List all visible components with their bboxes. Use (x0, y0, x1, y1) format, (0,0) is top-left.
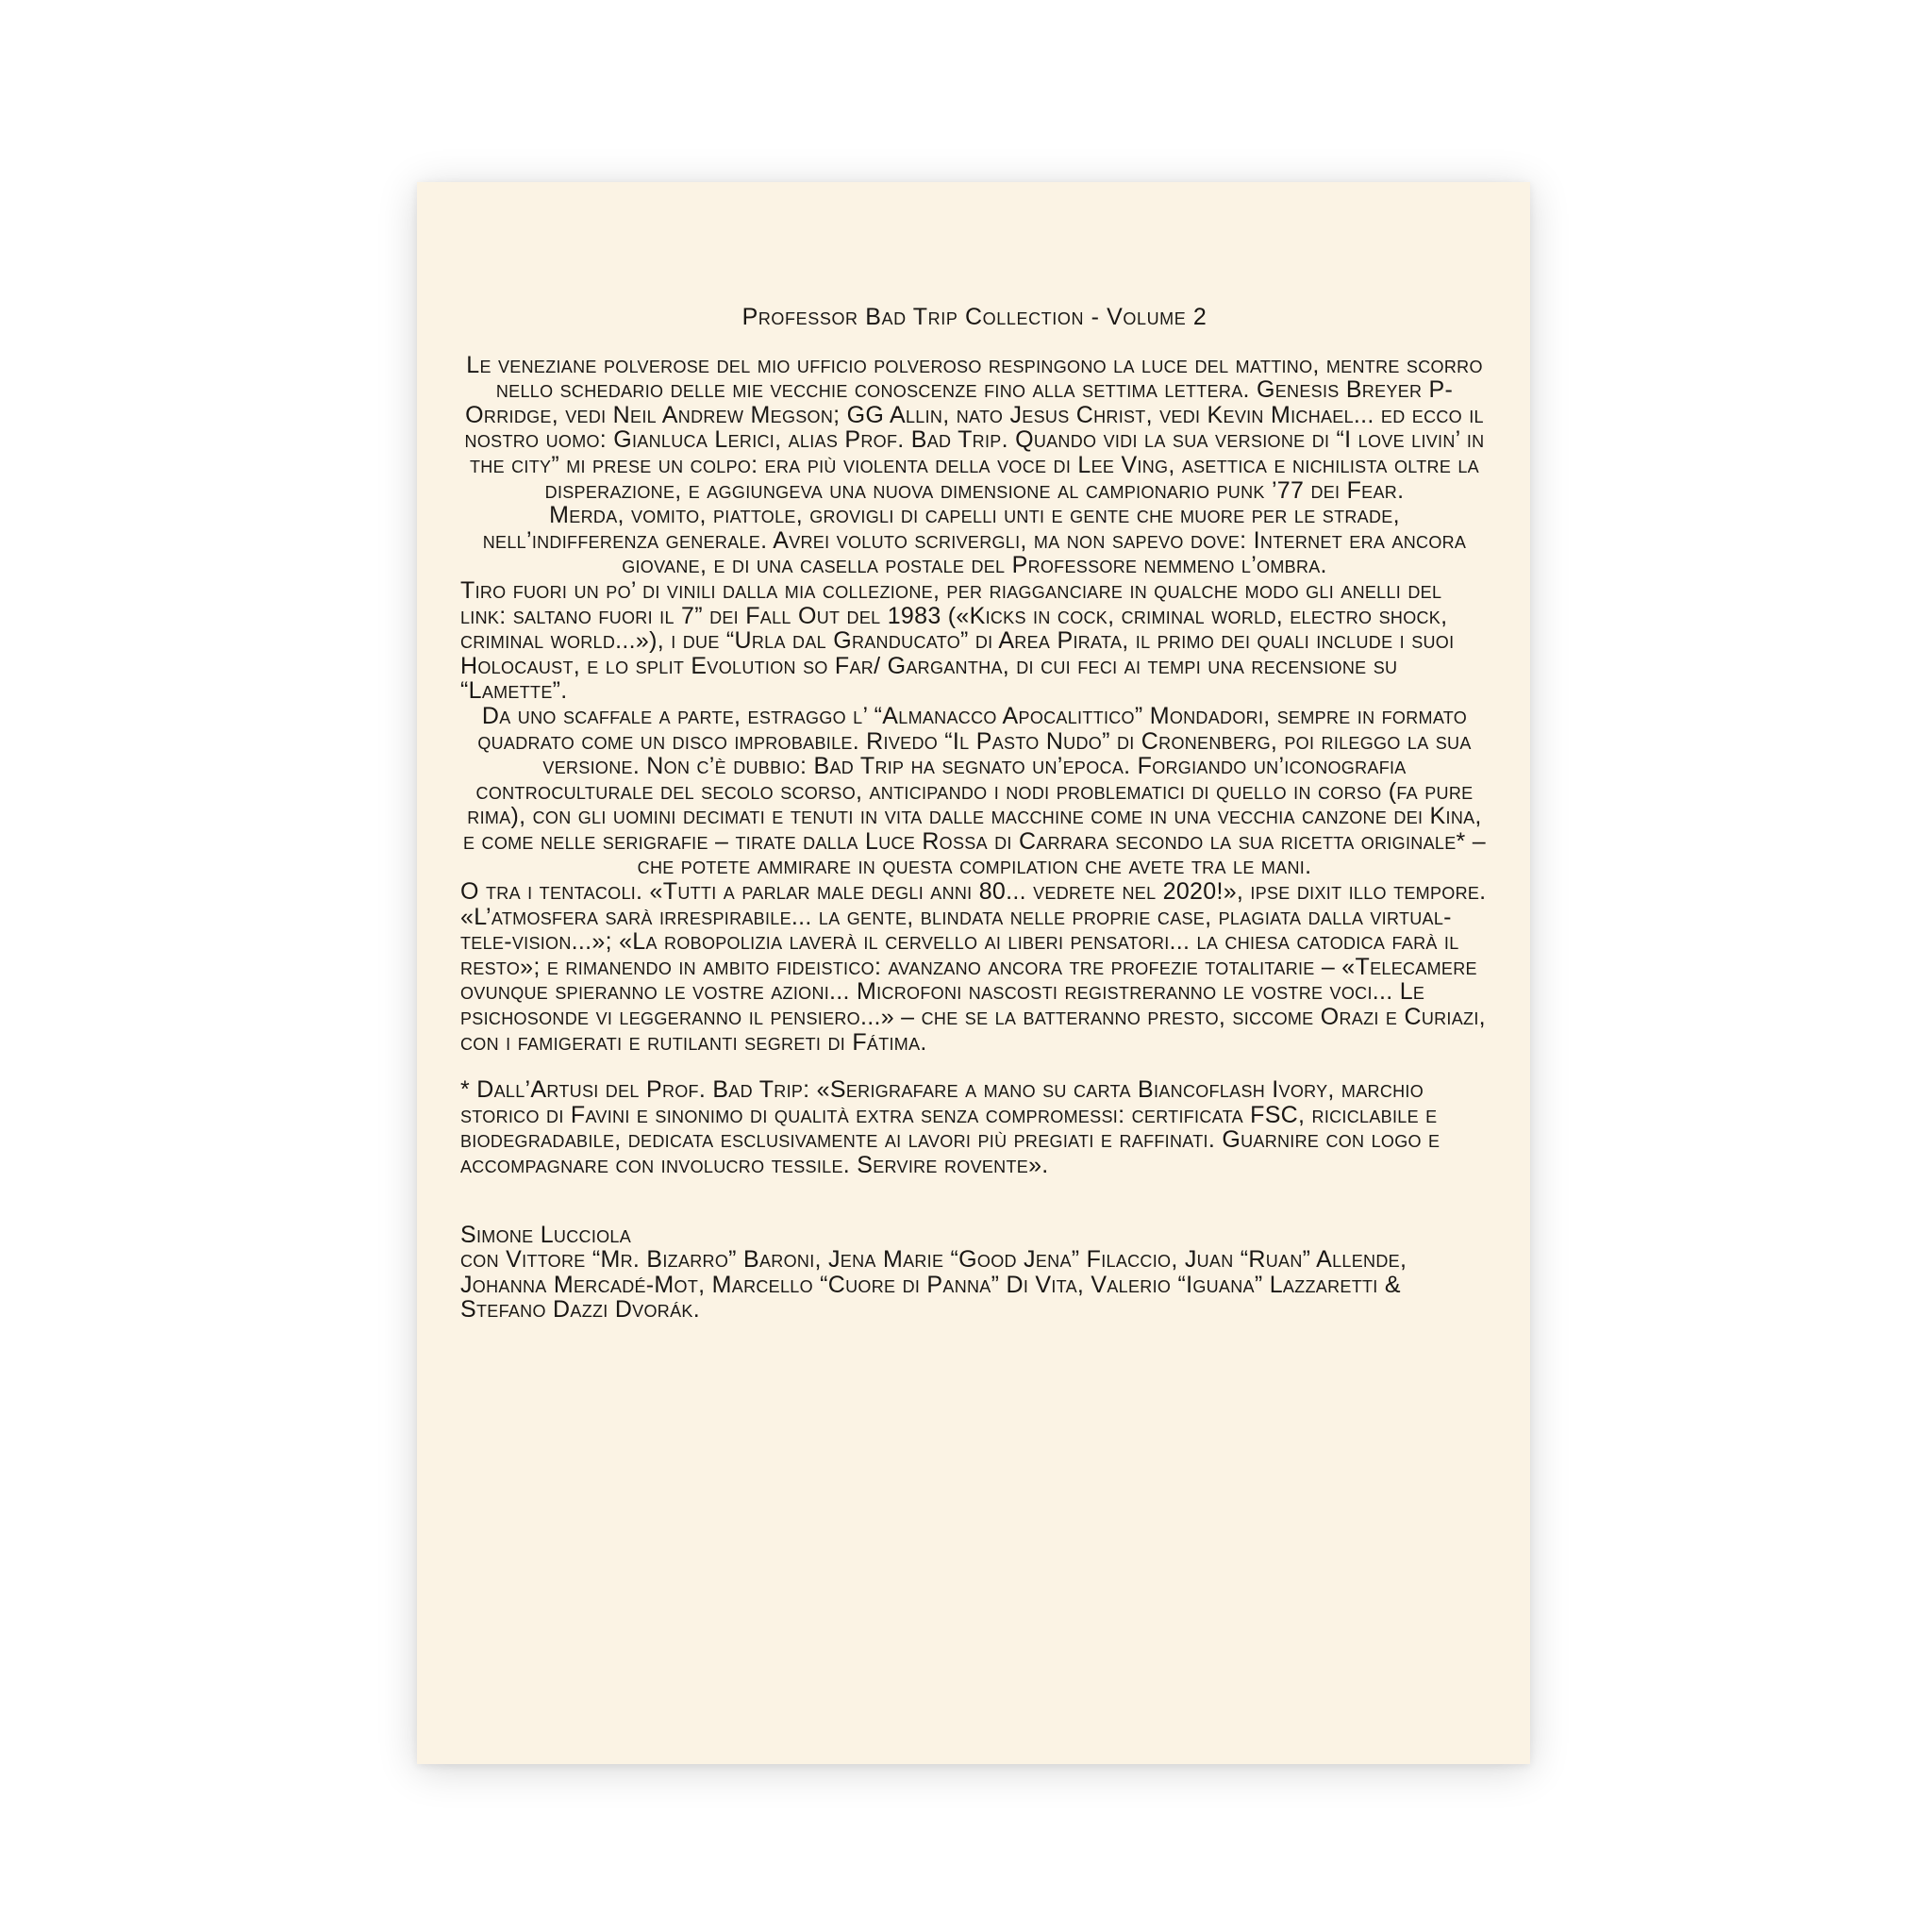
credits (460, 1223, 1489, 1323)
author-name: Simone Lucciola (460, 1221, 632, 1248)
document-title: Professor Bad Trip Collection - Volume 2 (741, 304, 1208, 330)
paragraph-intro: Le veneziane polverose del mio ufficio polveroso respingono la luce del mattino, mentre scorro nello schedario delle mie vecchie conoscenze fino alla settima lettera. Genesis Breyer P-Orridge, vedi Neil Andrew Megson; GG Allin, nato Jesus Christ, vedi Kevin Michael... ed ecco il nostro uomo: Gianluca Lerici, alias Prof. Bad Trip. Quando vidi la sua versione di “I love livin’ in the city” mi prese un colpo: era più violenta della voce di Lee Ving, asettica e nichilista oltre la disperazione, e aggiungeva una nuova dimensione al campionario punk ’77 dei Fear. (464, 351, 1485, 504)
sheet-content (460, 305, 1489, 1323)
paragraph-almanac: Da uno scaffale a parte, estraggo l’ “Almanacco Apocalittico” Mondadori, sempre in formato quadrato come un disco improbabile. Rivedo “Il Pasto Nudo” di Cronenberg, poi rileggo la sua versione. Non c’è dubbio: Bad Trip ha segnato un’epoca. Forgiando un’iconografia controculturale del secolo scorso, anticipando i nodi problematici di quello in corso (fa pure rima), con gli uomini decimati e tenuti in vita dalle macchine come in una vecchia canzone dei Kina, e come nelle serigrafie – tirate dalla Luce Rossa di Carrara secondo la sua ricetta originale* – che potete ammirare in questa compilation che avete tra le mani. (462, 702, 1486, 880)
contributors-list: con Vittore “Mr. Bizarro” Baroni, Jena Marie “Good Jena” Filaccio, Juan “Ruan” Allende, Johanna Mercadé-Mot, Marcello “Cuore di Panna” Di Vita, Valerio “Iguana” Lazzaretti & Stefano Dazzi Dvorák. (460, 1246, 1407, 1324)
paragraph-tentacles: O tra i tentacoli. «Tutti a parlar male degli anni 80... vedrete nel 2020!», ipse dixit illo tempore. «L’atmosfera sarà irrespirabile... la gente, blindata nelle proprie case, plagiata dalla virtual-tele-vision...»; «La robopolizia laverà il cervello ai liberi pensatori... la chiesa catodica farà il resto»; e rimanendo in ambito fideistico: avanzano ancora tre profezie totalitarie – «Telecamere ovunque spieranno le vostre azioni... Microfoni nascosti registreranno le vostre voci... Le psichosonde vi leggeranno il pensiero...» – che se la batteranno presto, siccome Orazi e Curiazi, con i famigerati e rutilanti segreti di Fátima. (460, 878, 1487, 1056)
printed-sheet (417, 182, 1530, 1764)
body-text (460, 353, 1489, 1056)
paragraph-streets: Merda, vomito, piattole, grovigli di capelli unti e gente che muore per le strade, nell’indifferenza generale. Avrei voluto scrivergli, ma non sapevo dove: Internet era ancora giovane, e di una casella postale del Professore nemmeno l’ombra. (482, 502, 1467, 579)
paragraph-vinyls: Tiro fuori un po’ di vinili dalla mia collezione, per riagganciare in qualche modo gli anelli del link: saltano fuori il 7” dei Fall Out del 1983 («Kicks in cock, criminal world, electro shock, criminal world...»), i due “Urla dal Granducato” di Area Pirata, il primo dei quali include i suoi Holocaust, e lo split Evolution so Far/ Gargantha, di cui feci ai tempi una recensione su “Lamette”. (460, 576, 1455, 705)
footnote: * Dall’Artusi del Prof. Bad Trip: «Serigrafare a mano su carta Biancoflash Ivory, marchio storico di Favini e sinonimo di qualità extra senza compromessi: certificata FSC, riciclabile e biodegradabile, dedicata esclusivamente ai lavori più pregiati e raffinati. Guarnire con logo e accompagnare con involucro tessile. Servire rovente». (460, 1076, 1441, 1178)
